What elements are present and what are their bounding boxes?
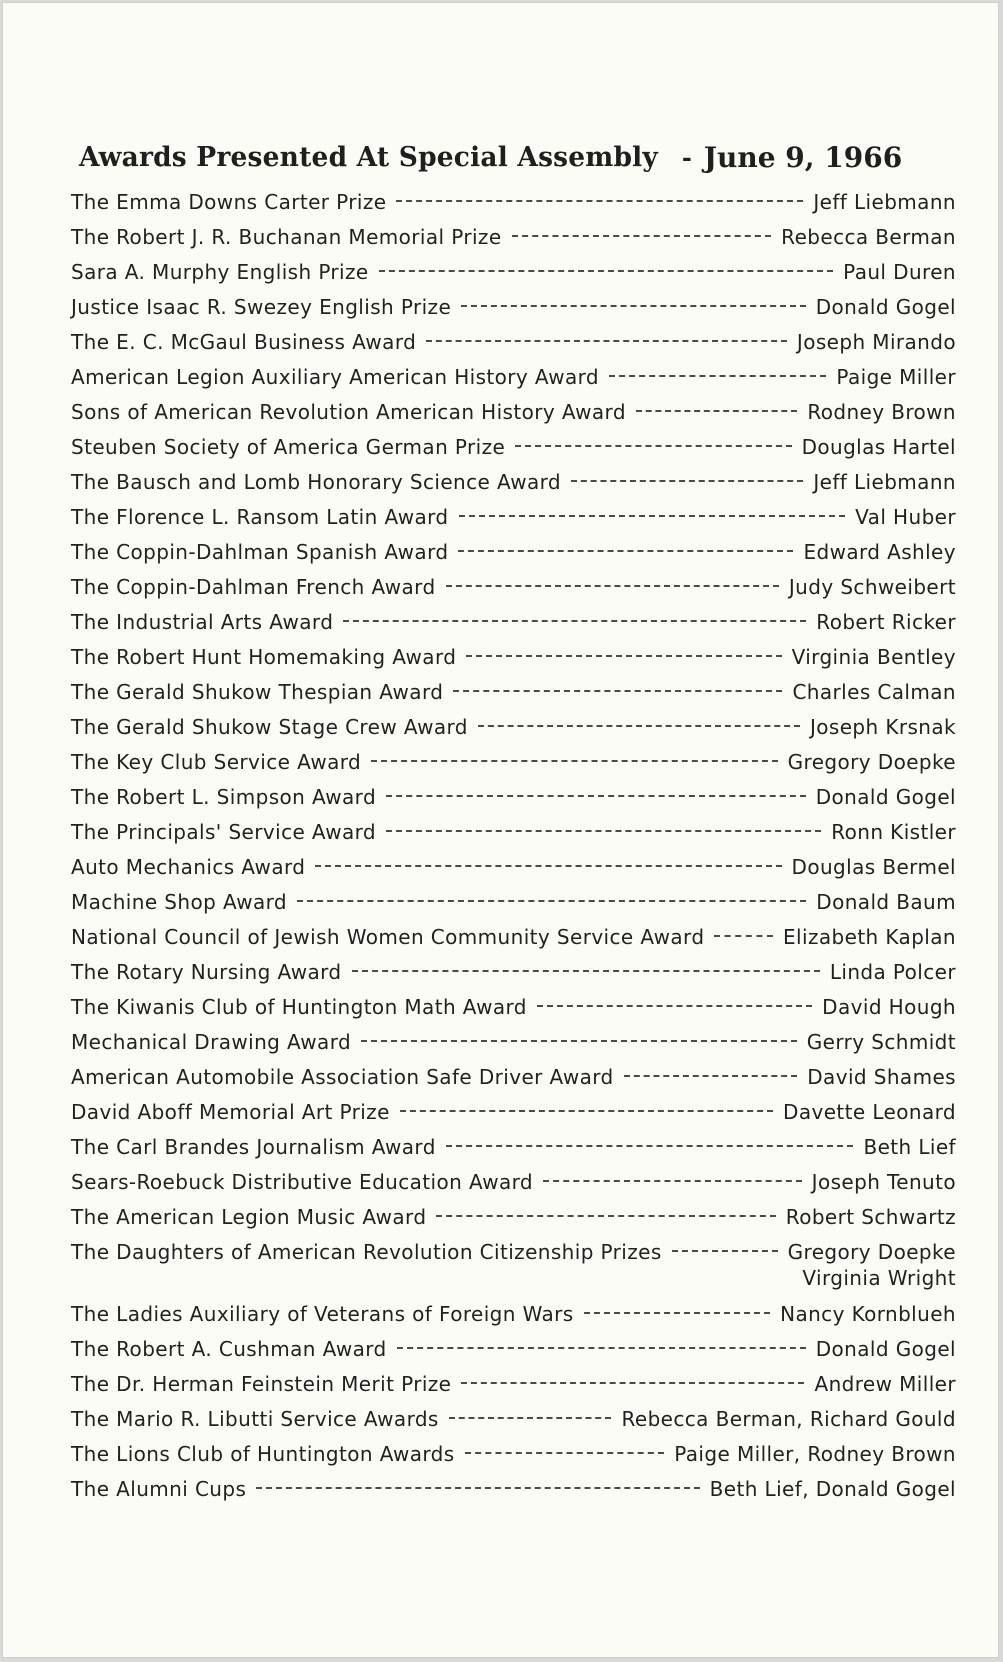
award-name: The Lions Club of Huntington Awards [71, 1442, 455, 1466]
award-recipients [816, 294, 956, 320]
dotted-leader [449, 1417, 612, 1419]
award-row [71, 395, 956, 430]
dotted-leader [609, 375, 826, 377]
award-recipients [783, 1099, 956, 1125]
award-recipients [802, 434, 956, 460]
dotted-leader [571, 480, 803, 482]
award-row [71, 990, 956, 1025]
dotted-leader [436, 1215, 775, 1217]
recipient-name: Beth Lief [863, 1135, 956, 1159]
award-name: The Coppin-Dahlman French Award [71, 575, 436, 599]
dotted-leader [426, 340, 787, 342]
award-recipients [780, 1301, 956, 1327]
recipient-name: Donald Gogel [815, 295, 956, 319]
dotted-leader [478, 725, 800, 727]
award-name: The Rotary Nursing Award [71, 960, 342, 984]
award-name: Mechanical Drawing Award [71, 1030, 352, 1054]
award-recipients [710, 1476, 956, 1502]
recipient-name: Jeff Liebmann [813, 190, 956, 214]
award-recipients [783, 924, 956, 950]
header-title: Awards Presented At Special Assembly [79, 141, 658, 173]
recipient-name: Joseph Tenuto [811, 1170, 956, 1194]
dotted-leader [315, 865, 781, 867]
award-row [71, 1332, 956, 1367]
recipient-name: Gregory Doepke [787, 1240, 956, 1264]
dotted-leader [459, 515, 846, 517]
award-name: David Aboff Memorial Art Prize [71, 1100, 390, 1124]
recipient-name: Douglas Hartel [801, 435, 956, 459]
award-row [71, 605, 956, 640]
award-recipients [789, 574, 956, 600]
award-recipients [816, 889, 956, 915]
award-row [71, 1200, 956, 1235]
award-name: Auto Mechanics Award [71, 855, 306, 879]
award-row [71, 570, 956, 605]
award-row [71, 1025, 956, 1060]
award-name: American Legion Auxiliary American History Award [71, 365, 599, 389]
recipient-name: David Hough [822, 995, 956, 1019]
award-row [71, 430, 956, 465]
award-row [71, 325, 956, 360]
award-recipients [674, 1441, 956, 1467]
award-name: The Robert A. Cushman Award [71, 1337, 387, 1361]
award-recipients [812, 1169, 956, 1195]
award-row [71, 780, 956, 815]
recipient-name: Davette Leonard [783, 1100, 956, 1124]
award-recipients [797, 329, 956, 355]
dotted-leader [396, 200, 803, 202]
award-recipients [814, 1371, 956, 1397]
award-recipients [807, 1029, 956, 1055]
dotted-leader [371, 760, 777, 762]
dotted-leader [543, 1180, 802, 1182]
award-name: National Council of Jewish Women Community Service Award [71, 925, 705, 949]
award-recipients [813, 189, 956, 215]
award-recipients [792, 854, 956, 880]
award-recipients [836, 364, 956, 390]
recipient-name: Robert Ricker [816, 610, 956, 634]
award-name: The Florence L. Ransom Latin Award [71, 505, 449, 529]
award-recipients [621, 1406, 956, 1432]
recipient-name: Douglas Bermel [791, 855, 956, 879]
recipient-name: Andrew Miller [814, 1372, 956, 1396]
award-name: The Alumni Cups [71, 1477, 247, 1501]
dotted-leader [537, 1005, 812, 1007]
award-row [71, 1472, 956, 1507]
recipient-name: Charles Calman [792, 680, 956, 704]
dotted-leader [297, 900, 806, 902]
award-row [71, 185, 956, 220]
award-row [71, 1437, 956, 1472]
award-row [71, 1235, 956, 1297]
dotted-leader [461, 305, 806, 307]
award-name: Steuben Society of America German Prize [71, 435, 506, 459]
award-recipients [807, 399, 956, 425]
award-name: The American Legion Music Award [71, 1205, 427, 1229]
award-recipients [803, 539, 956, 565]
award-name: The Bausch and Lomb Honorary Science Award [71, 470, 562, 494]
award-recipients [813, 469, 956, 495]
award-name: The Principals' Service Award [71, 820, 376, 844]
award-row [71, 1165, 956, 1200]
award-recipients [816, 609, 956, 635]
award-name: The Ladies Auxiliary of Veterans of Foreign Wars [71, 1302, 574, 1326]
recipient-name: Paige Miller, Rodney Brown [674, 1442, 956, 1466]
award-row [71, 1402, 956, 1437]
recipient-name: Virginia Wright [802, 1266, 956, 1290]
award-row [71, 675, 956, 710]
award-recipients [786, 1204, 956, 1230]
award-name: The Kiwanis Club of Huntington Math Award [71, 995, 527, 1019]
award-row [71, 745, 956, 780]
award-recipients [843, 259, 956, 285]
recipient-name: Edward Ashley [803, 540, 956, 564]
dotted-leader [446, 1145, 854, 1147]
award-row [71, 255, 956, 290]
award-row [71, 920, 956, 955]
recipient-name: Robert Schwartz [785, 1205, 956, 1229]
recipient-name: Jeff Liebmann [813, 470, 956, 494]
recipient-name: Joseph Mirando [796, 330, 956, 354]
dotted-leader [672, 1250, 778, 1252]
award-name: The Coppin-Dahlman Spanish Award [71, 540, 449, 564]
award-name: The E. C. McGaul Business Award [71, 330, 417, 354]
award-recipients [807, 1064, 956, 1090]
award-name: Machine Shop Award [71, 890, 287, 914]
award-recipients [855, 504, 956, 530]
award-name: The Daughters of American Revolution Citizenship Prizes [71, 1240, 662, 1264]
award-row [71, 465, 956, 500]
program-page [2, 2, 999, 1658]
dotted-leader [453, 690, 782, 692]
award-row [71, 535, 956, 570]
award-recipients [830, 959, 956, 985]
dotted-leader [465, 1452, 665, 1454]
dotted-leader [466, 655, 781, 657]
dotted-leader [352, 970, 820, 972]
award-name: The Industrial Arts Award [71, 610, 334, 634]
dotted-leader [584, 1312, 770, 1314]
dotted-leader [400, 1110, 773, 1112]
dotted-leader [386, 795, 806, 797]
award-row [71, 360, 956, 395]
header-separator: - [681, 142, 692, 172]
award-row [71, 1367, 956, 1402]
recipient-name: Val Huber [855, 505, 956, 529]
award-row [71, 1297, 956, 1332]
award-row [71, 1095, 956, 1130]
dotted-leader [461, 1382, 804, 1384]
award-name: American Automobile Association Safe Driver Award [71, 1065, 614, 1089]
award-row [71, 290, 956, 325]
dotted-leader [636, 410, 797, 412]
recipient-name: Gregory Doepke [787, 750, 956, 774]
award-name: The Gerald Shukow Stage Crew Award [71, 715, 468, 739]
awards-list [71, 185, 956, 1507]
recipient-name: Beth Lief, Donald Gogel [709, 1477, 956, 1501]
dotted-leader [714, 935, 773, 937]
recipient-name: David Shames [807, 1065, 956, 1089]
award-name: The Gerald Shukow Thespian Award [71, 680, 444, 704]
award-recipients [822, 994, 956, 1020]
award-name: The Carl Brandes Journalism Award [71, 1135, 436, 1159]
dotted-leader [386, 830, 821, 832]
page-header [79, 133, 959, 181]
dotted-leader [458, 550, 793, 552]
recipient-name: Donald Gogel [815, 785, 956, 809]
recipient-name: Rebecca Berman, Richard Gould [621, 1407, 956, 1431]
dotted-leader [361, 1040, 797, 1042]
award-row [71, 220, 956, 255]
award-name: Justice Isaac R. Swezey English Prize [71, 295, 452, 319]
award-recipients [788, 749, 956, 775]
dotted-leader [624, 1075, 798, 1077]
recipient-name: Rebecca Berman [781, 225, 956, 249]
award-name: The Mario R. Libutti Service Awards [71, 1407, 439, 1431]
award-recipients [788, 1239, 956, 1291]
award-recipients [781, 224, 956, 250]
recipient-name: Ronn Kistler [831, 820, 956, 844]
dotted-leader [515, 445, 791, 447]
recipient-name: Donald Gogel [815, 1337, 956, 1361]
award-recipients [816, 1336, 956, 1362]
award-name: The Robert Hunt Homemaking Award [71, 645, 457, 669]
recipient-name: Donald Baum [816, 890, 956, 914]
award-name: The Robert L. Simpson Award [71, 785, 377, 809]
recipient-name: Paige Miller [836, 365, 956, 389]
award-row [71, 710, 956, 745]
recipient-name: Nancy Kornblueh [780, 1302, 956, 1326]
award-name: The Robert J. R. Buchanan Memorial Prize [71, 225, 502, 249]
recipient-name: Linda Polcer [829, 960, 956, 984]
award-row [71, 1060, 956, 1095]
award-row [71, 885, 956, 920]
dotted-leader [446, 585, 779, 587]
dotted-leader [397, 1347, 806, 1349]
award-row [71, 1130, 956, 1165]
recipient-name: Rodney Brown [807, 400, 956, 424]
dotted-leader [379, 270, 834, 272]
dotted-leader [512, 235, 772, 237]
award-name: Sons of American Revolution American History Award [71, 400, 626, 424]
award-recipients [863, 1134, 956, 1160]
recipient-name: Paul Duren [843, 260, 956, 284]
award-row [71, 955, 956, 990]
recipient-name: Joseph Krsnak [809, 715, 956, 739]
award-row [71, 850, 956, 885]
award-row [71, 640, 956, 675]
award-name: Sara A. Murphy English Prize [71, 260, 369, 284]
recipient-name: Judy Schweibert [788, 575, 956, 599]
award-recipients [810, 714, 956, 740]
award-row [71, 815, 956, 850]
award-recipients [816, 784, 956, 810]
award-name: The Emma Downs Carter Prize [71, 190, 387, 214]
award-recipients [831, 819, 956, 845]
dotted-leader [343, 620, 806, 622]
award-recipients [792, 679, 956, 705]
dotted-leader [256, 1487, 699, 1489]
award-name: The Key Club Service Award [71, 750, 362, 774]
award-row [71, 500, 956, 535]
header-date: June 9, 1966 [703, 140, 903, 174]
award-name: The Dr. Herman Feinstein Merit Prize [71, 1372, 452, 1396]
award-name: Sears-Roebuck Distributive Education Award [71, 1170, 534, 1194]
recipient-name: Virginia Bentley [791, 645, 956, 669]
award-recipients [792, 644, 956, 670]
recipient-name: Elizabeth Kaplan [783, 925, 956, 949]
recipient-name: Gerry Schmidt [806, 1030, 956, 1054]
